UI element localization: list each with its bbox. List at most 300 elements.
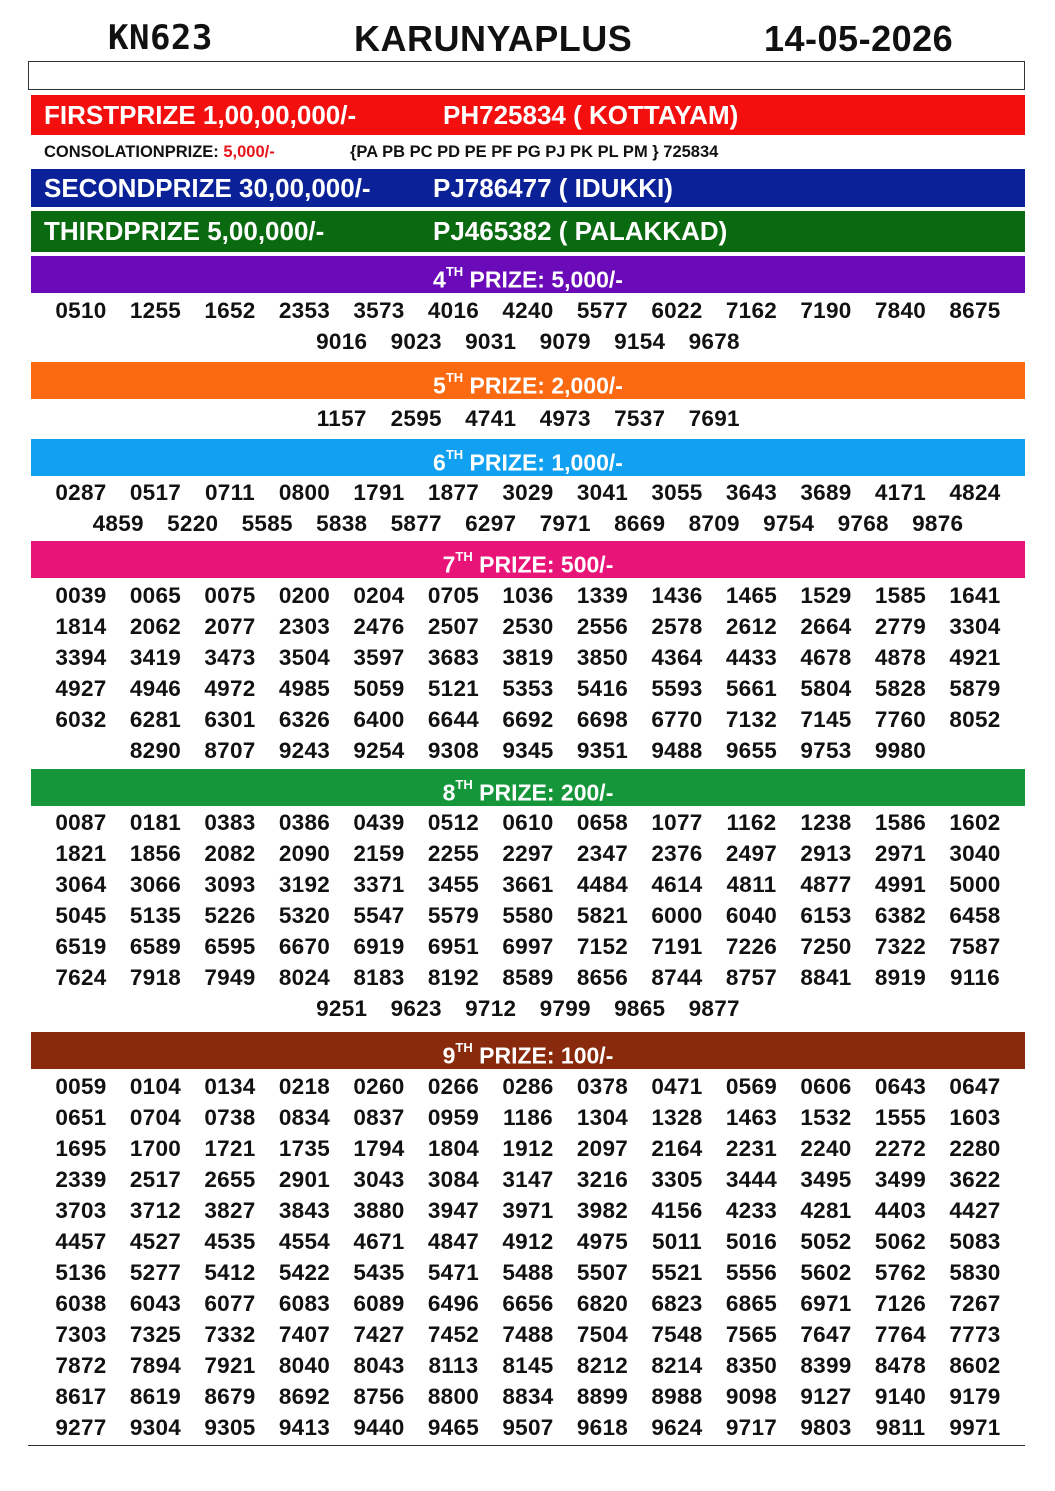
winning-number: 8675 [949, 298, 1001, 323]
winning-number: 9877 [688, 996, 740, 1021]
winning-number: 5000 [949, 872, 1001, 897]
winning-number: 1339 [576, 583, 629, 608]
winning-number: 4824 [949, 480, 1001, 505]
winning-number: 0134 [204, 1074, 256, 1099]
winning-number: 3216 [576, 1167, 629, 1192]
winning-number: 1794 [353, 1136, 405, 1161]
winning-number: 4927 [55, 676, 107, 701]
winning-number: 2655 [204, 1167, 256, 1192]
winning-number: 2240 [800, 1136, 852, 1161]
winning-number: 4364 [651, 645, 703, 670]
winning-number: 1735 [278, 1136, 331, 1161]
winning-number: 1465 [725, 583, 778, 608]
winning-number: 1641 [949, 583, 1001, 608]
winning-number: 0643 [874, 1074, 927, 1099]
winning-number: 0218 [278, 1074, 331, 1099]
winning-number: 4811 [726, 872, 777, 897]
winning-number: 1652 [204, 298, 256, 323]
winning-number: 1877 [427, 480, 480, 505]
number-row [43, 508, 1013, 539]
winning-number: 5135 [129, 903, 182, 928]
winning-number: 9023 [390, 329, 442, 354]
winning-number: 6022 [651, 298, 703, 323]
winning-number: 0705 [427, 583, 480, 608]
number-row [43, 1195, 1013, 1226]
winning-number: 0378 [576, 1074, 629, 1099]
consolation-series: {PA PB PC PD PE PF PG PJ PK PL PM } 725834 [350, 143, 719, 161]
winning-number: 5828 [874, 676, 927, 701]
winning-number: 2231 [725, 1136, 778, 1161]
winning-number: 2097 [576, 1136, 629, 1161]
third-prize-label: THIRDPRIZE 5,00,000/- [44, 216, 325, 246]
winning-number: 0104 [129, 1074, 182, 1099]
winning-number: 2497 [725, 841, 778, 866]
winning-number: 9116 [949, 965, 1000, 990]
winning-number: 8192 [427, 965, 480, 990]
winning-number: 5579 [427, 903, 480, 928]
winning-number: 8145 [502, 1353, 554, 1378]
winning-number: 8052 [949, 707, 1001, 732]
consolation-prize [44, 143, 719, 162]
winning-number: 0959 [427, 1105, 480, 1130]
winning-number: 5762 [874, 1260, 927, 1285]
winning-number: 2507 [427, 614, 480, 639]
winning-number: 2339 [55, 1167, 107, 1192]
winning-number: 3444 [725, 1167, 778, 1192]
winning-number: 4975 [576, 1229, 629, 1254]
winning-number: 5879 [949, 676, 1001, 701]
winning-number: 7427 [353, 1322, 405, 1347]
fifth-prize-header: 5TH PRIZE: 2,000/- [31, 362, 1025, 399]
number-row [43, 1381, 1013, 1412]
winning-number: 6040 [725, 903, 778, 928]
winning-number: 9618 [576, 1415, 629, 1440]
second-prize-winner: PJ786477 ( IDUKKI) [433, 173, 673, 203]
winning-number: 7267 [949, 1291, 1001, 1316]
winning-number: 4921 [949, 645, 1001, 670]
winning-number: 0569 [725, 1074, 778, 1099]
winning-number: 2280 [949, 1136, 1001, 1161]
winning-number: 4985 [278, 676, 331, 701]
winning-number: 9754 [763, 511, 815, 536]
winning-number: 7840 [874, 298, 927, 323]
winning-number: 5416 [576, 676, 629, 701]
winning-number: 4457 [55, 1229, 107, 1254]
winning-number: 8757 [725, 965, 778, 990]
winning-number: 8399 [800, 1353, 852, 1378]
number-row [43, 869, 1013, 900]
winning-number: 1186 [502, 1105, 553, 1130]
winning-number: 9179 [949, 1384, 1001, 1409]
winning-number: 7126 [874, 1291, 927, 1316]
winning-number: 8679 [204, 1384, 256, 1409]
winning-number: 7190 [800, 298, 852, 323]
winning-number: 7250 [800, 934, 852, 959]
winning-number: 8602 [949, 1353, 1001, 1378]
winning-number: 1162 [726, 810, 777, 835]
ninth-prize-numbers [43, 1071, 1013, 1443]
winning-number: 6077 [204, 1291, 256, 1316]
winning-number: 5052 [800, 1229, 852, 1254]
winning-number: 4433 [725, 645, 778, 670]
winning-number: 2297 [502, 841, 554, 866]
fourth-prize-numbers [43, 295, 1013, 357]
winning-number: 1255 [129, 298, 182, 323]
winning-number: 0606 [800, 1074, 852, 1099]
winning-number: 3147 [502, 1167, 554, 1192]
winning-number: 5661 [725, 676, 778, 701]
winning-number: 2971 [874, 841, 927, 866]
second-prize-label: SECONDPRIZE 30,00,000/- [44, 173, 371, 203]
winning-number: 7407 [278, 1322, 331, 1347]
winning-number: 6519 [55, 934, 107, 959]
winning-number: 2779 [874, 614, 927, 639]
winning-number: 1791 [353, 480, 405, 505]
winning-number: 5488 [502, 1260, 554, 1285]
winning-number: 8212 [576, 1353, 629, 1378]
winning-number: 6496 [427, 1291, 480, 1316]
winning-number: 3304 [949, 614, 1001, 639]
winning-number: 4946 [129, 676, 182, 701]
winning-number: 9079 [539, 329, 591, 354]
winning-number: 0286 [502, 1074, 554, 1099]
winning-number: 0181 [129, 810, 182, 835]
winning-number: 6770 [651, 707, 703, 732]
winning-number: 4973 [539, 406, 591, 431]
winning-number: 6997 [502, 934, 554, 959]
winning-number: 9243 [278, 738, 331, 763]
winning-number: 5016 [725, 1229, 778, 1254]
winning-number: 7773 [949, 1322, 1001, 1347]
consolation-amount: 5,000/- [223, 143, 275, 161]
winning-number: 9154 [614, 329, 666, 354]
winning-number: 3819 [502, 645, 554, 670]
winning-number: 8656 [576, 965, 629, 990]
winning-number: 1036 [502, 583, 554, 608]
first-prize-winner: PH725834 ( KOTTAYAM) [443, 100, 739, 130]
winning-number: 1157 [316, 406, 367, 431]
winning-number: 7872 [55, 1353, 107, 1378]
winning-number: 9127 [800, 1384, 852, 1409]
winning-number: 6589 [129, 934, 182, 959]
first-prize-band [31, 95, 1025, 135]
winning-number: 7504 [576, 1322, 629, 1347]
winning-number: 8988 [651, 1384, 703, 1409]
number-row [43, 477, 1013, 508]
winning-number: 6301 [204, 707, 256, 732]
winning-number: 3192 [278, 872, 331, 897]
winning-number: 1821 [55, 841, 107, 866]
winning-number: 4484 [576, 872, 629, 897]
winning-number: 2272 [874, 1136, 927, 1161]
number-row [43, 735, 1013, 766]
draw-date: 14-05-2026 [764, 18, 954, 59]
winning-number: 5220 [167, 511, 219, 536]
winning-number: 7894 [129, 1353, 182, 1378]
winning-number: 0075 [204, 583, 256, 608]
winning-number: 6644 [427, 707, 480, 732]
winning-number: 2530 [502, 614, 554, 639]
winning-number: 9624 [651, 1415, 703, 1440]
winning-number: 0837 [353, 1105, 405, 1130]
winning-number: 8589 [502, 965, 554, 990]
winning-number: 8709 [688, 511, 740, 536]
winning-number: 6382 [874, 903, 927, 928]
winning-number: 0647 [949, 1074, 1001, 1099]
winning-number: 5877 [390, 511, 442, 536]
winning-number: 4678 [800, 645, 852, 670]
eighth-prize-numbers [43, 807, 1013, 1024]
winning-number: 9876 [912, 511, 964, 536]
winning-number: 5011 [651, 1229, 702, 1254]
winning-number: 3971 [502, 1198, 554, 1223]
number-row [43, 1071, 1013, 1102]
winning-number: 4427 [949, 1198, 1001, 1223]
winning-number: 9488 [651, 738, 703, 763]
winning-number: 4991 [874, 872, 927, 897]
winning-number: 3643 [725, 480, 778, 505]
winning-number: 9351 [576, 738, 629, 763]
winning-number: 5838 [316, 511, 368, 536]
winning-number: 8619 [129, 1384, 182, 1409]
winning-number: 5602 [800, 1260, 852, 1285]
winning-number: 1814 [55, 614, 107, 639]
winning-number: 5121 [427, 676, 480, 701]
fourth-prize-header: 4TH PRIZE: 5,000/- [31, 256, 1025, 293]
winning-number: 9678 [688, 329, 740, 354]
winning-number: 3066 [129, 872, 182, 897]
winning-number: 1463 [725, 1105, 778, 1130]
winning-number: 8290 [129, 738, 182, 763]
winning-number: 2612 [725, 614, 778, 639]
winning-number: 1077 [651, 810, 703, 835]
number-row [43, 611, 1013, 642]
eighth-prize-header: 8TH PRIZE: 200/- [31, 769, 1025, 806]
seventh-prize-numbers [43, 580, 1013, 766]
number-row [43, 900, 1013, 931]
winning-number: 3947 [427, 1198, 480, 1223]
winning-number: 6670 [278, 934, 331, 959]
winning-number: 2090 [278, 841, 331, 866]
winning-number: 7764 [874, 1322, 927, 1347]
third-prize-band [31, 211, 1025, 252]
sixth-prize-numbers [43, 477, 1013, 539]
winning-number: 2303 [278, 614, 331, 639]
winning-number: 6000 [651, 903, 703, 928]
winning-number: 0834 [278, 1105, 331, 1130]
draw-code: KN623 [108, 18, 213, 58]
winning-number: 9465 [427, 1415, 480, 1440]
winning-number: 0260 [353, 1074, 405, 1099]
winning-number: 3622 [949, 1167, 1001, 1192]
winning-number: 2913 [800, 841, 852, 866]
winning-number: 9712 [465, 996, 517, 1021]
winning-number: 0512 [427, 810, 480, 835]
winning-number: 3843 [278, 1198, 331, 1223]
winning-number: 6971 [800, 1291, 852, 1316]
winning-number: 4281 [800, 1198, 852, 1223]
winning-number: 4233 [725, 1198, 778, 1223]
winning-number: 5507 [576, 1260, 629, 1285]
winning-number: 7971 [539, 511, 591, 536]
winning-number: 8478 [874, 1353, 927, 1378]
winning-number: 3712 [129, 1198, 182, 1223]
winning-number: 9345 [502, 738, 554, 763]
winning-number: 0510 [55, 298, 107, 323]
winning-number: 3661 [502, 872, 554, 897]
winning-number: 2901 [278, 1167, 331, 1192]
number-row [43, 1164, 1013, 1195]
winning-number: 0471 [651, 1074, 703, 1099]
winning-number: 2347 [576, 841, 629, 866]
winning-number: 6919 [353, 934, 405, 959]
winning-number: 7132 [725, 707, 778, 732]
winning-number: 9803 [800, 1415, 852, 1440]
winning-number: 6823 [651, 1291, 703, 1316]
winning-number: 5045 [55, 903, 107, 928]
winning-number: 1238 [800, 810, 852, 835]
winning-number: 0266 [427, 1074, 480, 1099]
winning-number: 7537 [614, 406, 666, 431]
winning-number: 1721 [204, 1136, 256, 1161]
winning-number: 9655 [725, 738, 778, 763]
number-row [43, 326, 1013, 357]
winning-number: 9277 [55, 1415, 107, 1440]
winning-number: 3055 [651, 480, 703, 505]
winning-number: 0711 [204, 480, 255, 505]
winning-number: 7565 [725, 1322, 778, 1347]
winning-number: 7624 [55, 965, 107, 990]
winning-number: 1555 [874, 1105, 927, 1130]
winning-number: 9753 [800, 738, 852, 763]
winning-number: 3982 [576, 1198, 629, 1223]
winning-number: 9413 [278, 1415, 331, 1440]
winning-number: 4403 [874, 1198, 927, 1223]
winning-number: 5577 [576, 298, 629, 323]
winning-number: 2517 [129, 1167, 182, 1192]
winning-number: 0204 [353, 583, 405, 608]
winning-number: 4847 [427, 1229, 480, 1254]
number-row [43, 403, 1013, 434]
winning-number: 2255 [427, 841, 480, 866]
winning-number: 3495 [800, 1167, 852, 1192]
lottery-name: KARUNYAPLUS [354, 18, 633, 59]
second-prize-band [31, 169, 1025, 207]
winning-number: 3473 [204, 645, 256, 670]
ninth-prize-header: 9TH PRIZE: 100/- [31, 1032, 1025, 1069]
number-row [43, 580, 1013, 611]
winning-number: 3093 [204, 872, 256, 897]
winning-number: 2376 [651, 841, 703, 866]
winning-number: 8113 [428, 1353, 479, 1378]
winning-number: 4156 [651, 1198, 703, 1223]
winning-number: 3029 [502, 480, 554, 505]
winning-number: 3084 [427, 1167, 480, 1192]
winning-number: 6281 [129, 707, 182, 732]
winning-number: 3689 [800, 480, 852, 505]
winning-number: 6865 [725, 1291, 778, 1316]
winning-number: 6038 [55, 1291, 107, 1316]
number-row [43, 642, 1013, 673]
winning-number: 1529 [800, 583, 852, 608]
winning-number: 1436 [651, 583, 703, 608]
winning-number: 8692 [278, 1384, 331, 1409]
winning-number: 9016 [316, 329, 368, 354]
winning-number: 9811 [875, 1415, 926, 1440]
winning-number: 8834 [502, 1384, 554, 1409]
number-row [43, 704, 1013, 735]
winning-number: 5471 [427, 1260, 480, 1285]
winning-number: 3850 [576, 645, 629, 670]
winning-number: 7647 [800, 1322, 852, 1347]
winning-number: 8800 [427, 1384, 480, 1409]
winning-number: 5435 [353, 1260, 405, 1285]
winning-number: 7548 [651, 1322, 703, 1347]
winning-number: 7691 [688, 406, 740, 431]
winning-number: 9799 [539, 996, 591, 1021]
winning-number: 2159 [353, 841, 405, 866]
winning-number: 9623 [390, 996, 442, 1021]
winning-number: 4877 [800, 872, 852, 897]
winning-number: 2353 [278, 298, 331, 323]
winning-number: 1912 [502, 1136, 554, 1161]
sixth-prize-header: 6TH PRIZE: 1,000/- [31, 439, 1025, 476]
winning-number: 9254 [353, 738, 405, 763]
winning-number: 6595 [204, 934, 256, 959]
winning-number: 3394 [55, 645, 107, 670]
winning-number: 9507 [502, 1415, 554, 1440]
winning-number: 0651 [55, 1105, 107, 1130]
number-row [43, 1412, 1013, 1443]
winning-number: 8040 [278, 1353, 331, 1378]
winning-number: 3683 [427, 645, 480, 670]
winning-number: 3597 [353, 645, 405, 670]
winning-number: 9140 [874, 1384, 927, 1409]
consolation-label: CONSOLATIONPRIZE: [44, 143, 219, 161]
number-row [43, 1319, 1013, 1350]
winning-number: 6400 [353, 707, 405, 732]
winning-number: 4535 [204, 1229, 256, 1254]
bottom-divider [28, 1445, 1025, 1446]
winning-number: 1304 [576, 1105, 629, 1130]
winning-number: 8707 [204, 738, 256, 763]
winning-number: 9251 [316, 996, 368, 1021]
number-row [43, 1350, 1013, 1381]
winning-number: 3064 [55, 872, 107, 897]
winning-number: 4614 [651, 872, 703, 897]
winning-number: 7921 [204, 1353, 256, 1378]
winning-number: 0065 [129, 583, 182, 608]
winning-number: 7488 [502, 1322, 554, 1347]
winning-number: 4859 [92, 511, 144, 536]
number-row [43, 1102, 1013, 1133]
winning-number: 7145 [800, 707, 852, 732]
winning-number: 7332 [204, 1322, 256, 1347]
winning-number: 7322 [874, 934, 927, 959]
winning-number: 9717 [725, 1415, 778, 1440]
winning-number: 3419 [129, 645, 182, 670]
winning-number: 9031 [465, 329, 517, 354]
winning-number: 1532 [800, 1105, 852, 1130]
winning-number: 5521 [651, 1260, 703, 1285]
number-row [43, 1133, 1013, 1164]
winning-number: 2164 [651, 1136, 703, 1161]
winning-number: 5585 [241, 511, 293, 536]
winning-number: 1603 [949, 1105, 1001, 1130]
winning-number: 3305 [651, 1167, 703, 1192]
number-row [43, 931, 1013, 962]
winning-number: 1695 [55, 1136, 107, 1161]
